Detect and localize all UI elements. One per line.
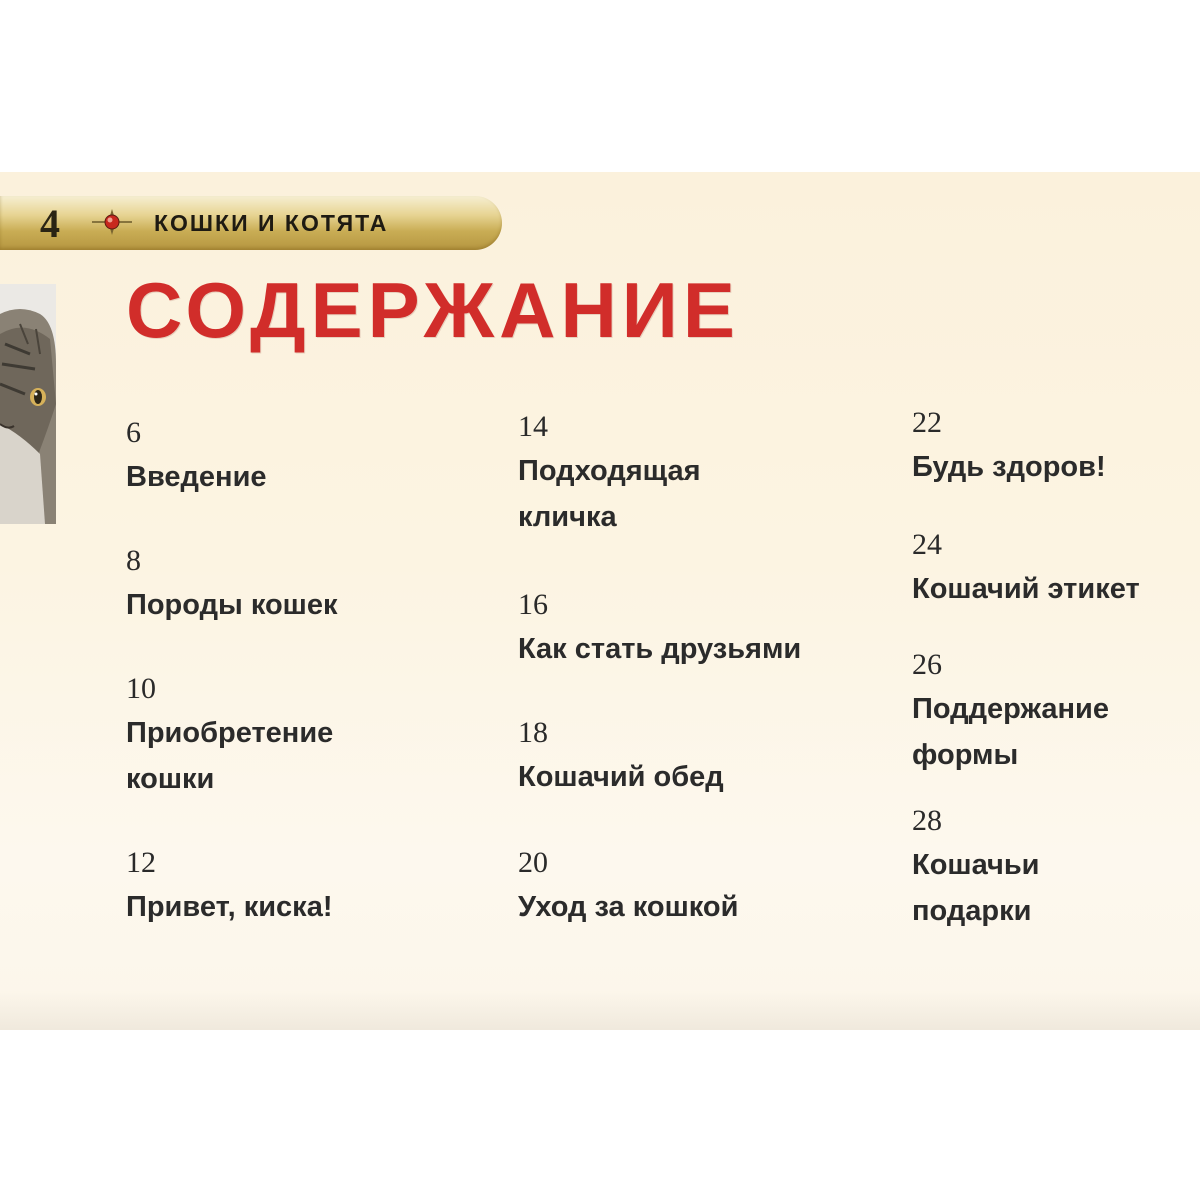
toc-entry <box>126 412 466 500</box>
toc-page-number: 16 <box>518 588 548 621</box>
toc-title: Будь здоров! <box>912 451 1106 483</box>
toc-entry <box>912 524 1198 612</box>
toc-entry <box>518 584 858 672</box>
toc-page-number: 8 <box>126 544 141 577</box>
toc-title: Породы кошек <box>126 589 338 621</box>
toc-page-number: 24 <box>912 528 942 561</box>
toc-page-number: 14 <box>518 410 548 443</box>
toc-entry <box>126 540 466 628</box>
cat-photo <box>0 284 56 524</box>
toc-title: Введение <box>126 461 267 493</box>
toc-page-number: 18 <box>518 716 548 749</box>
toc-title: Кошачий этикет <box>912 573 1140 605</box>
compass-icon <box>92 209 132 235</box>
toc-title: Кошачьи подарки <box>912 849 1040 927</box>
toc-entry <box>912 402 1198 490</box>
toc-entry <box>518 406 858 540</box>
toc-title: Уход за кошкой <box>518 891 739 923</box>
toc-page-number: 20 <box>518 846 548 879</box>
section-title: КОШКИ И КОТЯТА <box>154 210 389 236</box>
toc-title: Подходящая кличка <box>518 455 701 533</box>
toc-page-number: 10 <box>126 672 156 705</box>
toc-title: Поддержание формы <box>912 693 1109 771</box>
toc-entry <box>518 842 858 930</box>
toc-entry <box>126 842 466 930</box>
toc-page-number: 12 <box>126 846 156 879</box>
toc-title: Привет, киска! <box>126 891 333 923</box>
contents-heading: СОДЕРЖАНИЕ <box>126 266 740 354</box>
page-number: 4 <box>40 201 60 246</box>
toc-page-number: 26 <box>912 648 942 681</box>
book-page <box>0 172 1200 1030</box>
toc-entry <box>912 800 1198 934</box>
toc-entry <box>518 712 858 800</box>
toc-entry <box>912 644 1198 778</box>
toc-title: Приобретение кошки <box>126 717 334 795</box>
page-edge-shadow <box>0 990 1200 1030</box>
toc-title: Кошачий обед <box>518 761 724 793</box>
toc-page-number: 22 <box>912 406 942 439</box>
toc-title: Как стать друзьями <box>518 633 802 665</box>
toc-page-number: 6 <box>126 416 141 449</box>
toc-entry <box>126 668 466 802</box>
toc-page-number: 28 <box>912 804 942 837</box>
